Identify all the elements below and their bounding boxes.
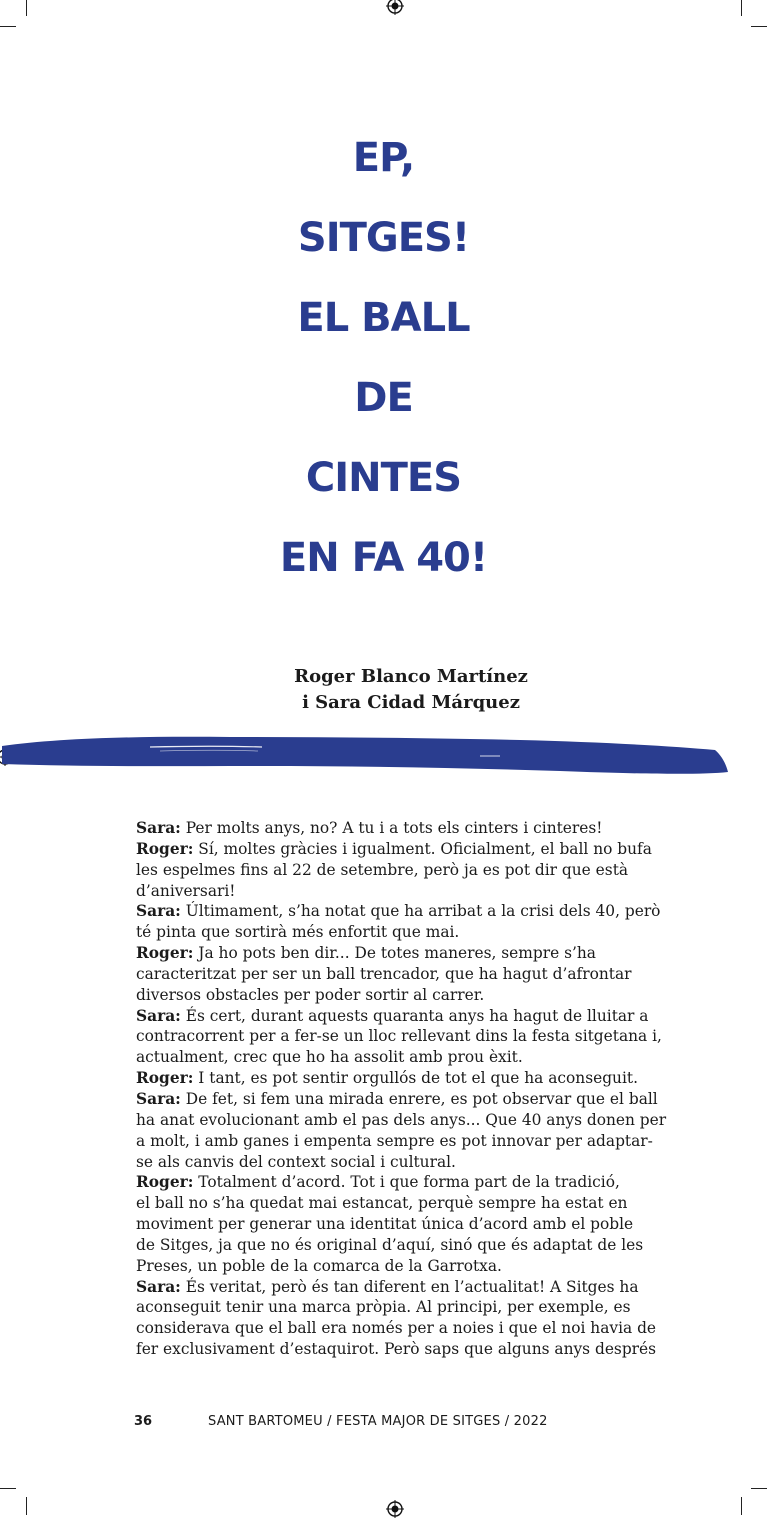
text-line <box>136 839 716 860</box>
line-text: I tant, es pot sentir orgullós de tot el que ha aconseguit. <box>193 1069 638 1088</box>
line-text: Últimament, s’ha notat que ha arribat a la crisi dels 40, però <box>180 902 661 921</box>
text-line <box>136 985 716 1006</box>
line-text: se als canvis del context social i cultural. <box>136 1152 456 1171</box>
registration-mark-icon <box>386 1500 404 1518</box>
title-line: EP, <box>352 135 415 181</box>
article-title <box>0 118 767 598</box>
article-authors <box>0 664 767 716</box>
text-line <box>136 943 716 964</box>
line-text: Preses, un poble de la comarca de la Garrotxa. <box>136 1256 502 1275</box>
line-text: aconseguit tenir una marca pròpia. Al principi, per exemple, es <box>136 1298 631 1317</box>
crop-mark <box>0 26 16 27</box>
text-line <box>136 818 716 839</box>
line-text: té pinta que sortirà més enfortit que mai. <box>136 923 460 942</box>
line-text: fer exclusivament d’estaquirot. Però saps que alguns anys després <box>136 1340 657 1359</box>
crop-mark <box>751 26 767 27</box>
line-text: Sí, moltes gràcies i igualment. Oficialment, el ball no bufa <box>193 839 652 858</box>
text-line <box>136 1318 716 1339</box>
article-body <box>136 818 716 1360</box>
registration-mark-icon <box>386 0 404 15</box>
text-line <box>136 1068 716 1089</box>
title-line: CINTES <box>305 455 462 501</box>
text-line <box>136 1297 716 1318</box>
line-text: De fet, si fem una mirada enrere, es pot observar que el ball <box>180 1089 658 1108</box>
line-text: Totalment d’acord. Tot i que forma part de la tradició, <box>193 1173 620 1192</box>
title-line: DE <box>354 375 413 421</box>
crop-mark <box>741 1497 742 1515</box>
title-line: EL BALL <box>297 295 470 341</box>
brush-stroke-divider <box>0 728 740 780</box>
line-text: diversos obstacles per poder sortir al carrer. <box>136 985 485 1004</box>
text-line <box>136 1089 716 1110</box>
text-line <box>136 1047 716 1068</box>
page-footer <box>0 1414 767 1434</box>
line-text: actualment, crec que ho ha assolit amb prou èxit. <box>136 1048 523 1067</box>
crop-mark <box>26 1497 27 1515</box>
text-line <box>136 1339 716 1360</box>
speaker-label: Sara: <box>136 1006 181 1025</box>
speaker-label: Sara: <box>136 1089 181 1108</box>
text-line <box>136 860 716 881</box>
text-line <box>136 964 716 985</box>
text-line <box>136 1131 716 1152</box>
title-line: EN FA 40! <box>279 535 488 581</box>
line-text: Per molts anys, no? A tu i a tots els cinters i cinteres! <box>180 819 603 837</box>
author-line: i Sara Cidad Márquez <box>302 692 520 713</box>
author-line: Roger Blanco Martínez <box>294 666 528 687</box>
page-number: 36 <box>134 1414 153 1429</box>
line-text: les espelmes fins al 22 de setembre, però ja es pot dir que està <box>136 860 629 879</box>
text-line <box>136 1026 716 1047</box>
text-line <box>136 1110 716 1131</box>
line-text: ha anat evolucionant amb el pas dels anys... Que 40 anys donen per <box>136 1110 667 1129</box>
line-text: d’aniversari! <box>136 881 236 900</box>
speaker-label: Sara: <box>136 902 181 921</box>
line-text: moviment per generar una identitat única d’acord amb el poble <box>136 1215 634 1234</box>
text-line <box>136 1006 716 1027</box>
speaker-label: Roger: <box>136 1173 194 1192</box>
line-text: És veritat, però és tan diferent en l’actualitat! A Sitges ha <box>180 1277 639 1296</box>
text-line <box>136 1172 716 1193</box>
title-line: SITGES! <box>297 215 470 261</box>
crop-mark <box>751 1488 767 1489</box>
text-line <box>136 1235 716 1256</box>
text-line <box>136 1214 716 1235</box>
line-text: caracteritzat per ser un ball trencador, que ha hagut d’afrontar <box>136 964 632 983</box>
line-text: contracorrent per a fer-se un lloc rellevant dins la festa sitgetana i, <box>136 1027 662 1046</box>
text-line <box>136 901 716 922</box>
text-line <box>136 922 716 943</box>
text-line <box>136 1152 716 1173</box>
speaker-label: Sara: <box>136 819 181 837</box>
crop-mark <box>741 0 742 16</box>
line-text: a molt, i amb ganes i empenta sempre es pot innovar per adaptar- <box>136 1131 653 1150</box>
text-line <box>136 1256 716 1277</box>
text-line <box>136 881 716 902</box>
publication-name: SANT BARTOMEU / FESTA MAJOR DE SITGES / 2022 <box>208 1414 548 1429</box>
speaker-label: Roger: <box>136 1069 194 1088</box>
text-line <box>136 1277 716 1298</box>
line-text: de Sitges, ja que no és original d’aquí, sinó que és adaptat de les <box>136 1235 644 1254</box>
speaker-label: Roger: <box>136 944 194 963</box>
speaker-label: Roger: <box>136 839 194 858</box>
line-text: És cert, durant aquests quaranta anys ha hagut de lluitar a <box>180 1006 649 1025</box>
line-text: considerava que el ball era només per a noies i que el noi havia de <box>136 1319 657 1338</box>
speaker-label: Sara: <box>136 1277 181 1296</box>
text-line <box>136 1193 716 1214</box>
crop-mark <box>26 0 27 16</box>
crop-mark <box>0 1488 16 1489</box>
line-text: Ja ho pots ben dir... De totes maneres, sempre s’ha <box>193 944 596 963</box>
line-text: el ball no s’ha quedat mai estancat, perquè sempre ha estat en <box>136 1194 628 1213</box>
